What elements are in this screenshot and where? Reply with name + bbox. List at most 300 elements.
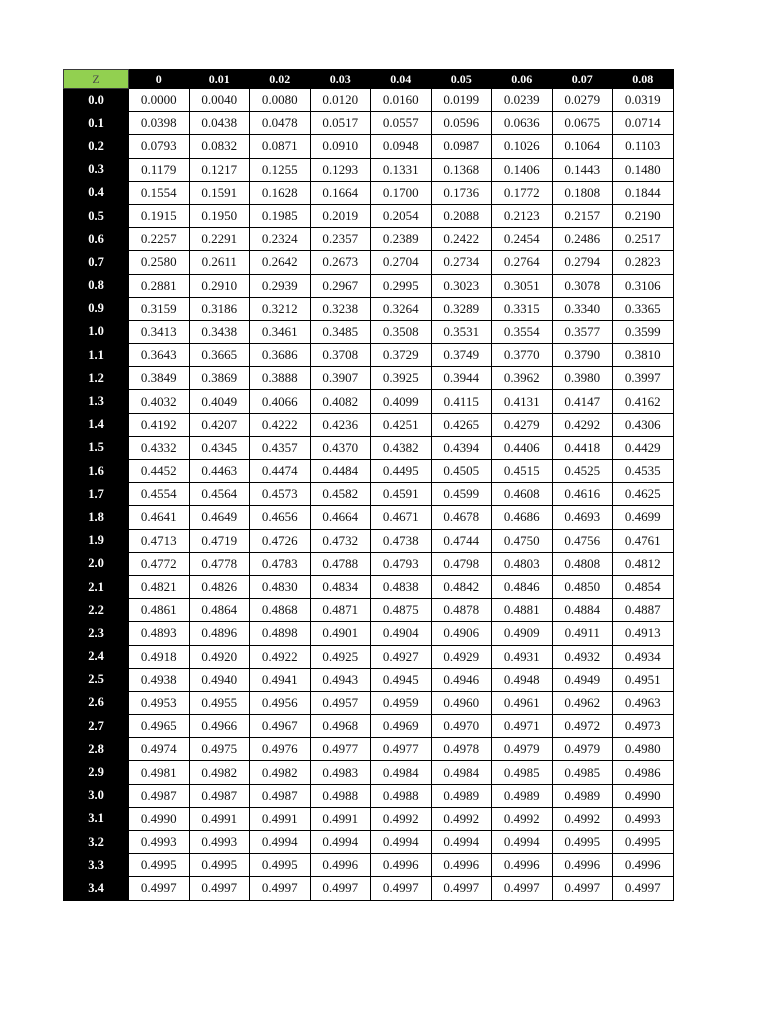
table-cell: 0.4956: [250, 691, 311, 714]
table-cell: 0.4515: [492, 460, 553, 483]
table-cell: 0.4222: [250, 413, 311, 436]
table-cell: 0.4761: [613, 529, 674, 552]
table-cell: 0.4826: [189, 575, 250, 598]
table-cell: 0.2881: [129, 274, 190, 297]
table-cell: 0.4896: [189, 622, 250, 645]
z-row-label: 0.0: [64, 89, 129, 112]
table-cell: 0.4429: [613, 436, 674, 459]
table-cell: 0.3159: [129, 297, 190, 320]
table-cell: 0.4793: [371, 552, 432, 575]
table-cell: 0.4525: [552, 460, 613, 483]
table-cell: 0.2764: [492, 251, 553, 274]
z-row-label: 2.8: [64, 738, 129, 761]
table-cell: 0.4962: [552, 691, 613, 714]
table-cell: 0.4995: [129, 854, 190, 877]
z-row-label: 0.3: [64, 158, 129, 181]
table-cell: 0.4938: [129, 668, 190, 691]
table-cell: 0.0279: [552, 89, 613, 112]
table-cell: 0.3365: [613, 297, 674, 320]
table-cell: 0.4978: [431, 738, 492, 761]
z-row-label: 0.7: [64, 251, 129, 274]
table-cell: 0.0478: [250, 112, 311, 135]
table-cell: 0.4868: [250, 599, 311, 622]
table-cell: 0.4968: [310, 715, 371, 738]
table-cell: 0.4967: [250, 715, 311, 738]
table-cell: 0.3461: [250, 320, 311, 343]
table-cell: 0.4925: [310, 645, 371, 668]
table-cell: 0.3770: [492, 344, 553, 367]
table-cell: 0.4370: [310, 436, 371, 459]
table-cell: 0.0910: [310, 135, 371, 158]
table-cell: 0.4834: [310, 575, 371, 598]
table-cell: 0.4940: [189, 668, 250, 691]
table-cell: 0.2580: [129, 251, 190, 274]
table-cell: 0.2190: [613, 204, 674, 227]
table-cell: 0.1064: [552, 135, 613, 158]
z-row-label: 1.3: [64, 390, 129, 413]
table-cell: 0.4699: [613, 506, 674, 529]
table-cell: 0.4992: [492, 807, 553, 830]
table-cell: 0.2642: [250, 251, 311, 274]
table-cell: 0.2257: [129, 228, 190, 251]
table-cell: 0.4732: [310, 529, 371, 552]
table-row: [64, 831, 674, 854]
column-header: 0.04: [371, 70, 432, 89]
table-cell: 0.3577: [552, 320, 613, 343]
table-row: [64, 112, 674, 135]
table-cell: 0.4906: [431, 622, 492, 645]
table-cell: 0.4995: [189, 854, 250, 877]
table-cell: 0.4693: [552, 506, 613, 529]
table-cell: 0.3238: [310, 297, 371, 320]
table-cell: 0.1808: [552, 181, 613, 204]
table-cell: 0.4996: [552, 854, 613, 877]
table-cell: 0.4678: [431, 506, 492, 529]
z-row-label: 1.6: [64, 460, 129, 483]
table-cell: 0.4993: [189, 831, 250, 854]
table-cell: 0.0987: [431, 135, 492, 158]
table-cell: 0.0398: [129, 112, 190, 135]
table-cell: 0.4713: [129, 529, 190, 552]
z-row-label: 1.0: [64, 320, 129, 343]
table-cell: 0.4772: [129, 552, 190, 575]
table-cell: 0.4922: [250, 645, 311, 668]
table-cell: 0.0948: [371, 135, 432, 158]
table-cell: 0.4985: [492, 761, 553, 784]
table-cell: 0.0557: [371, 112, 432, 135]
table-cell: 0.1844: [613, 181, 674, 204]
table-row: [64, 738, 674, 761]
table-cell: 0.4099: [371, 390, 432, 413]
table-cell: 0.3888: [250, 367, 311, 390]
table-cell: 0.4382: [371, 436, 432, 459]
z-row-label: 2.1: [64, 575, 129, 598]
table-cell: 0.4192: [129, 413, 190, 436]
table-cell: 0.1179: [129, 158, 190, 181]
table-cell: 0.4306: [613, 413, 674, 436]
table-cell: 0.4898: [250, 622, 311, 645]
table-cell: 0.4980: [613, 738, 674, 761]
table-row: [64, 413, 674, 436]
column-header: 0.06: [492, 70, 553, 89]
table-cell: 0.3869: [189, 367, 250, 390]
table-cell: 0.4934: [613, 645, 674, 668]
table-cell: 0.4969: [371, 715, 432, 738]
z-row-label: 1.2: [64, 367, 129, 390]
table-row: [64, 506, 674, 529]
table-row: [64, 158, 674, 181]
z-row-label: 2.4: [64, 645, 129, 668]
table-row: [64, 344, 674, 367]
table-cell: 0.4251: [371, 413, 432, 436]
table-cell: 0.1103: [613, 135, 674, 158]
table-cell: 0.3051: [492, 274, 553, 297]
table-cell: 0.4989: [552, 784, 613, 807]
z-row-label: 2.0: [64, 552, 129, 575]
table-cell: 0.4989: [431, 784, 492, 807]
table-cell: 0.4976: [250, 738, 311, 761]
table-cell: 0.4418: [552, 436, 613, 459]
table-cell: 0.4918: [129, 645, 190, 668]
table-cell: 0.4990: [129, 807, 190, 830]
table-cell: 0.1443: [552, 158, 613, 181]
table-cell: 0.4292: [552, 413, 613, 436]
table-cell: 0.1217: [189, 158, 250, 181]
table-cell: 0.4686: [492, 506, 553, 529]
table-cell: 0.4990: [613, 784, 674, 807]
table-cell: 0.0832: [189, 135, 250, 158]
table-cell: 0.3186: [189, 297, 250, 320]
table-cell: 0.1331: [371, 158, 432, 181]
table-cell: 0.3907: [310, 367, 371, 390]
table-cell: 0.2422: [431, 228, 492, 251]
header-row: [64, 70, 674, 89]
table-row: [64, 460, 674, 483]
table-cell: 0.2794: [552, 251, 613, 274]
table-row: [64, 529, 674, 552]
table-cell: 0.4082: [310, 390, 371, 413]
z-row-label: 3.4: [64, 877, 129, 900]
table-cell: 0.4878: [431, 599, 492, 622]
table-cell: 0.4991: [189, 807, 250, 830]
table-cell: 0.4960: [431, 691, 492, 714]
table-cell: 0.3708: [310, 344, 371, 367]
z-row-label: 3.3: [64, 854, 129, 877]
table-cell: 0.4893: [129, 622, 190, 645]
table-cell: 0.4993: [613, 807, 674, 830]
table-row: [64, 599, 674, 622]
z-row-label: 0.5: [64, 204, 129, 227]
table-cell: 0.4994: [431, 831, 492, 854]
table-cell: 0.1293: [310, 158, 371, 181]
table-cell: 0.1915: [129, 204, 190, 227]
table-cell: 0.2704: [371, 251, 432, 274]
table-cell: 0.4881: [492, 599, 553, 622]
table-cell: 0.4977: [310, 738, 371, 761]
table-cell: 0.2324: [250, 228, 311, 251]
table-cell: 0.4941: [250, 668, 311, 691]
table-row: [64, 320, 674, 343]
table-cell: 0.3599: [613, 320, 674, 343]
table-cell: 0.4904: [371, 622, 432, 645]
table-cell: 0.2486: [552, 228, 613, 251]
column-header: 0.07: [552, 70, 613, 89]
table-cell: 0.4997: [492, 877, 553, 900]
z-row-label: 0.8: [64, 274, 129, 297]
z-row-label: 1.9: [64, 529, 129, 552]
table-cell: 0.0636: [492, 112, 553, 135]
table-cell: 0.1026: [492, 135, 553, 158]
table-cell: 0.1985: [250, 204, 311, 227]
table-row: [64, 297, 674, 320]
table-cell: 0.4953: [129, 691, 190, 714]
table-cell: 0.4798: [431, 552, 492, 575]
table-row: [64, 761, 674, 784]
table-cell: 0.0120: [310, 89, 371, 112]
table-cell: 0.1554: [129, 181, 190, 204]
table-cell: 0.4995: [552, 831, 613, 854]
table-cell: 0.2734: [431, 251, 492, 274]
table-cell: 0.4846: [492, 575, 553, 598]
table-cell: 0.4719: [189, 529, 250, 552]
table-cell: 0.4394: [431, 436, 492, 459]
table-cell: 0.4995: [613, 831, 674, 854]
table-cell: 0.4966: [189, 715, 250, 738]
table-cell: 0.2054: [371, 204, 432, 227]
z-row-label: 2.7: [64, 715, 129, 738]
table-cell: 0.4641: [129, 506, 190, 529]
table-cell: 0.4842: [431, 575, 492, 598]
table-cell: 0.3438: [189, 320, 250, 343]
table-row: [64, 622, 674, 645]
table-cell: 0.4608: [492, 483, 553, 506]
table-cell: 0.4970: [431, 715, 492, 738]
table-cell: 0.4788: [310, 552, 371, 575]
table-cell: 0.1406: [492, 158, 553, 181]
table-cell: 0.4783: [250, 552, 311, 575]
table-row: [64, 645, 674, 668]
table-cell: 0.3665: [189, 344, 250, 367]
table-cell: 0.4591: [371, 483, 432, 506]
z-row-label: 2.9: [64, 761, 129, 784]
table-cell: 0.4332: [129, 436, 190, 459]
table-cell: 0.2389: [371, 228, 432, 251]
table-cell: 0.4875: [371, 599, 432, 622]
table-cell: 0.4929: [431, 645, 492, 668]
table-cell: 0.4987: [250, 784, 311, 807]
z-row-label: 1.7: [64, 483, 129, 506]
table-row: [64, 251, 674, 274]
table-cell: 0.4961: [492, 691, 553, 714]
table-cell: 0.4861: [129, 599, 190, 622]
table-cell: 0.4864: [189, 599, 250, 622]
table-cell: 0.4965: [129, 715, 190, 738]
table-cell: 0.2967: [310, 274, 371, 297]
table-cell: 0.4625: [613, 483, 674, 506]
table-cell: 0.4726: [250, 529, 311, 552]
table-cell: 0.4994: [310, 831, 371, 854]
column-header: 0.08: [613, 70, 674, 89]
table-cell: 0.4554: [129, 483, 190, 506]
table-cell: 0.3729: [371, 344, 432, 367]
table-cell: 0.4993: [129, 831, 190, 854]
table-cell: 0.4987: [129, 784, 190, 807]
z-row-label: 3.2: [64, 831, 129, 854]
table-row: [64, 89, 674, 112]
table-cell: 0.3289: [431, 297, 492, 320]
table-cell: 0.4987: [189, 784, 250, 807]
table-cell: 0.4484: [310, 460, 371, 483]
table-cell: 0.4989: [492, 784, 553, 807]
table-cell: 0.4931: [492, 645, 553, 668]
table-cell: 0.0438: [189, 112, 250, 135]
table-cell: 0.4988: [310, 784, 371, 807]
table-cell: 0.0793: [129, 135, 190, 158]
table-cell: 0.0199: [431, 89, 492, 112]
table-cell: 0.0080: [250, 89, 311, 112]
table-row: [64, 367, 674, 390]
table-cell: 0.4955: [189, 691, 250, 714]
table-cell: 0.3810: [613, 344, 674, 367]
table-cell: 0.4979: [492, 738, 553, 761]
table-cell: 0.4975: [189, 738, 250, 761]
table-cell: 0.4913: [613, 622, 674, 645]
table-row: [64, 483, 674, 506]
table-cell: 0.2611: [189, 251, 250, 274]
table-cell: 0.4808: [552, 552, 613, 575]
table-cell: 0.4812: [613, 552, 674, 575]
table-cell: 0.0714: [613, 112, 674, 135]
table-cell: 0.4984: [371, 761, 432, 784]
table-cell: 0.0596: [431, 112, 492, 135]
table-cell: 0.0871: [250, 135, 311, 158]
table-cell: 0.4649: [189, 506, 250, 529]
table-cell: 0.4959: [371, 691, 432, 714]
table-cell: 0.3315: [492, 297, 553, 320]
table-cell: 0.0160: [371, 89, 432, 112]
table-cell: 0.3106: [613, 274, 674, 297]
table-cell: 0.4984: [431, 761, 492, 784]
table-cell: 0.4821: [129, 575, 190, 598]
table-cell: 0.0000: [129, 89, 190, 112]
table-cell: 0.4994: [250, 831, 311, 854]
table-header: [64, 70, 674, 89]
table-cell: 0.4207: [189, 413, 250, 436]
table-cell: 0.3749: [431, 344, 492, 367]
z-row-label: 0.4: [64, 181, 129, 204]
table-cell: 0.4973: [613, 715, 674, 738]
table-cell: 0.4977: [371, 738, 432, 761]
table-cell: 0.4997: [431, 877, 492, 900]
table-cell: 0.1480: [613, 158, 674, 181]
table-cell: 0.4991: [310, 807, 371, 830]
table-cell: 0.4948: [492, 668, 553, 691]
table-cell: 0.4992: [371, 807, 432, 830]
table-cell: 0.2088: [431, 204, 492, 227]
table-cell: 0.3023: [431, 274, 492, 297]
table-cell: 0.2291: [189, 228, 250, 251]
z-row-label: 2.6: [64, 691, 129, 714]
table-cell: 0.4265: [431, 413, 492, 436]
table-cell: 0.4582: [310, 483, 371, 506]
table-cell: 0.0040: [189, 89, 250, 112]
z-row-label: 0.6: [64, 228, 129, 251]
table-cell: 0.4971: [492, 715, 553, 738]
table-cell: 0.4997: [552, 877, 613, 900]
table-cell: 0.4066: [250, 390, 311, 413]
table-row: [64, 691, 674, 714]
table-cell: 0.4535: [613, 460, 674, 483]
z-row-label: 1.4: [64, 413, 129, 436]
z-row-label: 0.9: [64, 297, 129, 320]
table-cell: 0.4131: [492, 390, 553, 413]
table-cell: 0.2157: [552, 204, 613, 227]
z-row-label: 2.5: [64, 668, 129, 691]
table-cell: 0.2939: [250, 274, 311, 297]
table-cell: 0.4345: [189, 436, 250, 459]
table-cell: 0.4983: [310, 761, 371, 784]
z-row-label: 1.8: [64, 506, 129, 529]
table-cell: 0.4945: [371, 668, 432, 691]
table-cell: 0.1950: [189, 204, 250, 227]
table-body: [64, 89, 674, 901]
table-cell: 0.3944: [431, 367, 492, 390]
table-cell: 0.4830: [250, 575, 311, 598]
table-cell: 0.4932: [552, 645, 613, 668]
table-cell: 0.4357: [250, 436, 311, 459]
table-cell: 0.4996: [492, 854, 553, 877]
table-cell: 0.1700: [371, 181, 432, 204]
table-row: [64, 877, 674, 900]
table-cell: 0.3849: [129, 367, 190, 390]
table-cell: 0.4927: [371, 645, 432, 668]
table-cell: 0.4995: [250, 854, 311, 877]
table-cell: 0.4803: [492, 552, 553, 575]
table-cell: 0.4671: [371, 506, 432, 529]
table-cell: 0.4599: [431, 483, 492, 506]
table-cell: 0.4982: [189, 761, 250, 784]
z-row-label: 1.5: [64, 436, 129, 459]
table-cell: 0.4406: [492, 436, 553, 459]
table-cell: 0.4972: [552, 715, 613, 738]
table-row: [64, 390, 674, 413]
column-header: 0.01: [189, 70, 250, 89]
column-header: 0: [129, 70, 190, 89]
table-cell: 0.4997: [250, 877, 311, 900]
table-cell: 0.4884: [552, 599, 613, 622]
table-cell: 0.4871: [310, 599, 371, 622]
table-cell: 0.4981: [129, 761, 190, 784]
table-cell: 0.4505: [431, 460, 492, 483]
column-header: 0.02: [250, 70, 311, 89]
table-cell: 0.4032: [129, 390, 190, 413]
table-cell: 0.2823: [613, 251, 674, 274]
z-row-label: 3.1: [64, 807, 129, 830]
table-cell: 0.4854: [613, 575, 674, 598]
table-cell: 0.4911: [552, 622, 613, 645]
table-cell: 0.4946: [431, 668, 492, 691]
table-cell: 0.0239: [492, 89, 553, 112]
table-cell: 0.3212: [250, 297, 311, 320]
table-cell: 0.4616: [552, 483, 613, 506]
z-row-label: 2.3: [64, 622, 129, 645]
table-row: [64, 668, 674, 691]
table-row: [64, 552, 674, 575]
column-header: 0.03: [310, 70, 371, 89]
table-cell: 0.4778: [189, 552, 250, 575]
table-cell: 0.2123: [492, 204, 553, 227]
table-cell: 0.2673: [310, 251, 371, 274]
